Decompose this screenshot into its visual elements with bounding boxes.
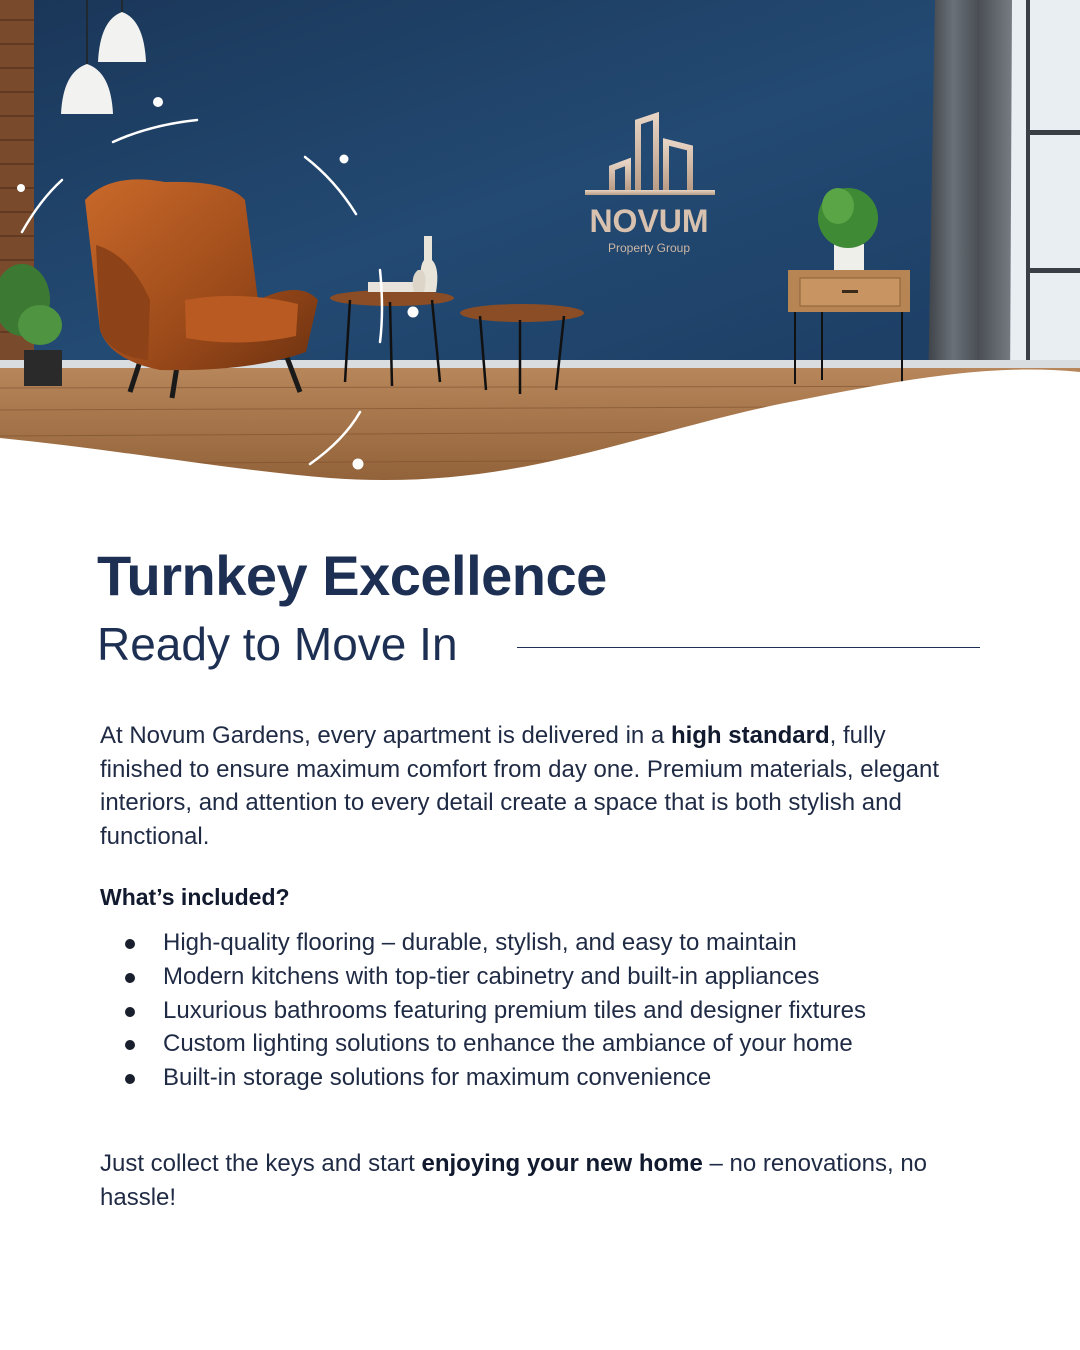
intro-text-2: , fully finished to ensure maximum comfort from day one. Premium materials, elegant interiors, and attention to every detail create a space that is both stylish and functional.	[100, 722, 940, 850]
window	[1010, 0, 1080, 390]
list-item	[100, 1027, 980, 1061]
closing-text-2: – no renovations, no hassle!	[100, 1150, 928, 1211]
page-subtitle: Ready to Move In	[97, 618, 458, 670]
list-item-text: High-quality flooring – durable, stylish, and easy to maintain	[163, 929, 797, 956]
list-item-text: Luxurious bathrooms featuring premium tiles and designer fixtures	[163, 996, 867, 1024]
bullet-icon	[125, 973, 135, 983]
subtitle-row	[97, 617, 981, 677]
logo-tagline: Property Group	[607, 241, 691, 255]
closing-paragraph	[100, 1147, 960, 1214]
closing-bold: enjoying your new home	[421, 1150, 703, 1177]
list-item-text: Custom lighting solutions to enhance the ambiance of your home	[163, 1030, 853, 1058]
list-item	[100, 926, 980, 960]
closing-text-1: Just collect the keys and start	[100, 1150, 422, 1177]
list-item	[100, 960, 980, 994]
page-title: Turnkey Excellence	[97, 544, 607, 607]
hero-scene	[0, 0, 1080, 490]
list-item	[100, 1061, 980, 1095]
intro-paragraph	[100, 719, 960, 853]
logo-wordmark: NOVUM	[589, 203, 709, 239]
included-heading: What’s included?	[100, 884, 290, 910]
curtain	[928, 0, 1012, 395]
bullet-icon	[125, 1040, 135, 1050]
intro-text-1: At Novum Gardens, every apartment is delivered in a	[100, 722, 671, 749]
bullet-icon	[125, 1074, 135, 1084]
list-item-text: Modern kitchens with top-tier cabinetry and built-in appliances	[163, 962, 820, 990]
list-item-text: Built-in storage solutions for maximum convenience	[163, 1064, 712, 1092]
hero-image	[0, 0, 1080, 490]
bullet-icon	[125, 1007, 135, 1017]
intro-bold: high standard	[670, 722, 830, 749]
features-list	[100, 926, 980, 1095]
bullet-icon	[125, 939, 135, 949]
list-item	[100, 994, 980, 1028]
divider-line	[517, 647, 980, 648]
